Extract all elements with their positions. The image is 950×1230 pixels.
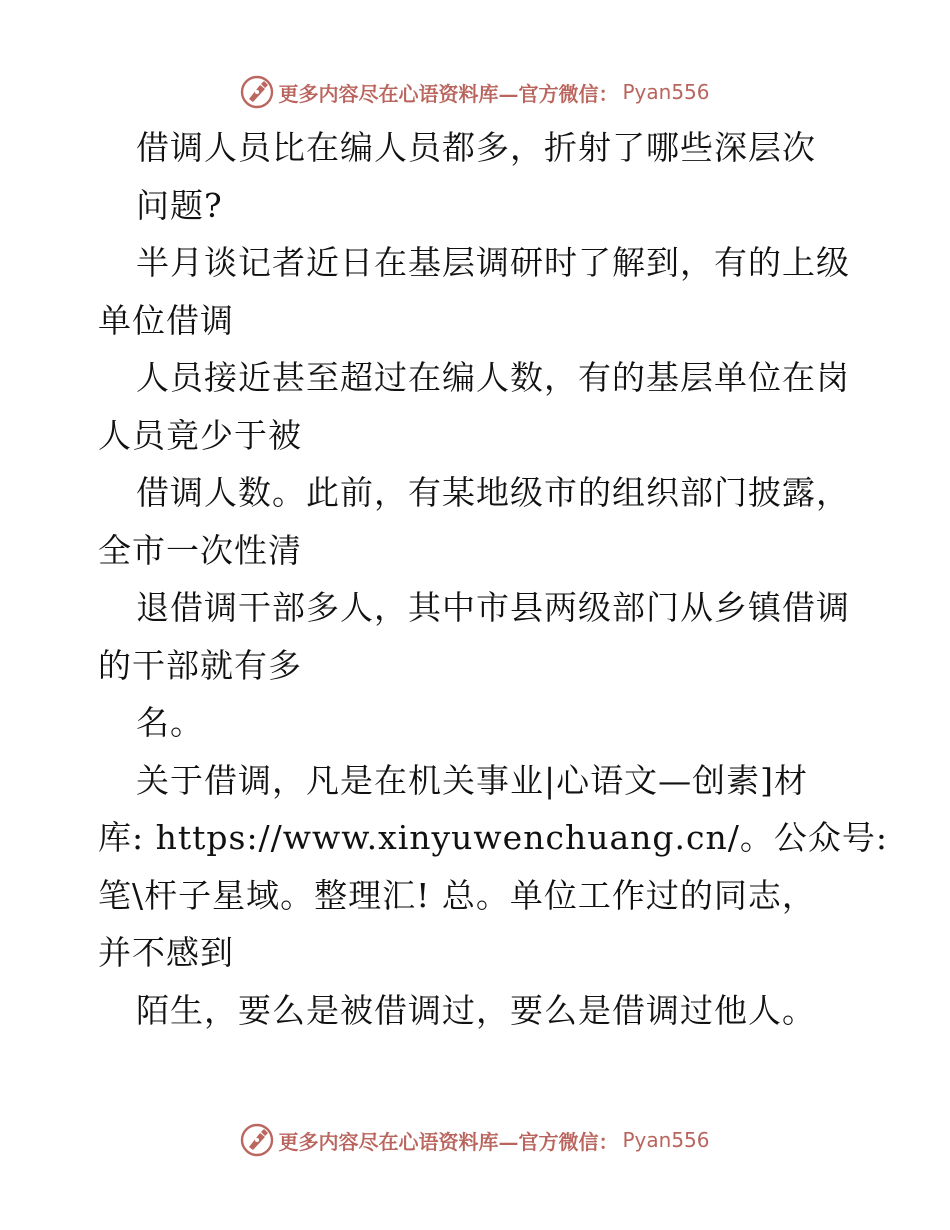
watermark-text: 更多内容尽在心语资料库—官方微信： — [278, 81, 619, 106]
body-line: 关于借调，凡是在机关事业|心语文—创素]材 — [136, 760, 808, 800]
body-line: 借调人员比在编人员都多，折射了哪些深层次 — [136, 128, 816, 167]
document-body — [98, 119, 888, 1039]
watermark-wechat-id: Pyan556 — [622, 80, 710, 104]
watermark-wechat-id: Pyan556 — [622, 1128, 710, 1152]
body-line: 人员接近甚至超过在编人数，有的基层单位在岗 — [136, 358, 850, 397]
body-line: 的干部就有多 — [98, 645, 302, 685]
body-line: 全市一次性清 — [98, 530, 302, 570]
body-line: 借调人数。此前，有某地级市的组织部门披露， — [136, 473, 850, 512]
body-line: 半月谈记者近日在基层调研时了解到，有的上级 — [136, 243, 850, 282]
body-line: 人员竟少于被 — [98, 415, 302, 455]
body-line: 单位借调 — [98, 300, 234, 340]
pen-nib-logo-icon — [240, 1123, 274, 1157]
body-line: 问题? — [136, 185, 223, 225]
body-line: 并不感到 — [98, 933, 234, 972]
body-line: 陌生，要么是被借调过，要么是借调过他人。 — [136, 990, 816, 1030]
body-line: 名。 — [136, 703, 204, 742]
body-line: 退借调干部多人，其中市县两级部门从乡镇借调 — [136, 588, 850, 627]
footer-watermark — [0, 1120, 950, 1160]
body-line: 库: https://www.xinyuwenchuang.cn/。公众号: — [98, 818, 888, 857]
pen-nib-logo-icon — [240, 75, 274, 109]
header-watermark — [0, 72, 950, 112]
body-line: 笔\杆子星域。整理汇! 总。单位工作过的同志， — [98, 875, 816, 915]
watermark-text: 更多内容尽在心语资料库—官方微信： — [278, 1129, 619, 1154]
